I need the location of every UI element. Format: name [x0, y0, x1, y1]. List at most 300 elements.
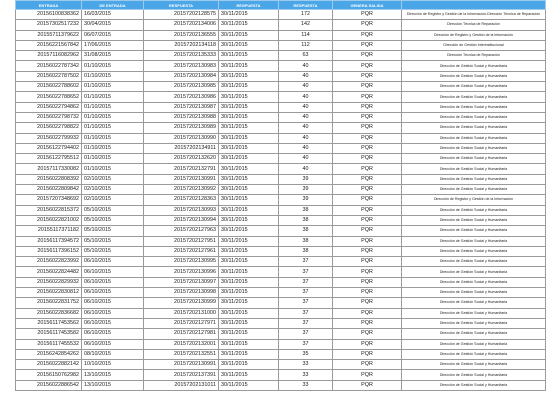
table-row: [16, 185, 546, 195]
table-row: [16, 267, 546, 277]
genera-salida-cell: PQR: [333, 215, 402, 225]
table-body: [16, 10, 546, 391]
fecha-respuesta-cell: 30/11/2015: [219, 185, 279, 195]
fecha-entrada-cell: 08/10/2015: [82, 349, 144, 359]
radicado-respuesta-cell: 20157202132551: [144, 349, 219, 359]
radicado-respuesta-cell: 20157202130988: [144, 112, 219, 122]
genera-salida-cell: PQR: [333, 71, 402, 81]
entrada-cell: 20156022798822: [16, 123, 82, 133]
radicado-respuesta-cell: 20157202132001: [144, 339, 219, 349]
fecha-entrada-cell: 06/10/2015: [82, 308, 144, 318]
dias-cell: 37: [279, 329, 333, 339]
radicado-respuesta-cell: 20157202130989: [144, 123, 219, 133]
fecha-entrada-cell: 06/10/2015: [82, 267, 144, 277]
genera-salida-cell: PQR: [333, 277, 402, 287]
genera-salida-cell: PQR: [333, 143, 402, 153]
dependencia-cell: Dirección de Gestión Social y Humanitaria: [402, 82, 546, 92]
fecha-respuesta-cell: 30/11/2015: [219, 226, 279, 236]
radicado-respuesta-cell: 20157202128363: [144, 195, 219, 205]
genera-salida-cell: PQR: [333, 102, 402, 112]
radicado-respuesta-cell: 20157202130991: [144, 360, 219, 370]
genera-salida-cell: PQR: [333, 195, 402, 205]
entrada-cell: 20155117371182: [16, 226, 82, 236]
dependencia-cell: Dirección de Gestión Social y Humanitaria: [402, 288, 546, 298]
table-row: [16, 10, 546, 20]
radicado-respuesta-cell: 20157202130987: [144, 102, 219, 112]
dias-cell: 142: [279, 20, 333, 30]
radicado-respuesta-cell: 20157202130984: [144, 71, 219, 81]
dias-cell: 37: [279, 298, 333, 308]
genera-salida-cell: PQR: [333, 318, 402, 328]
fecha-entrada-cell: 05/10/2015: [82, 246, 144, 256]
dias-cell: 37: [279, 318, 333, 328]
fecha-entrada-cell: 06/10/2015: [82, 277, 144, 287]
dependencia-cell: Dirección de Gestión Social y Humanitaria: [402, 164, 546, 174]
genera-salida-cell: PQR: [333, 257, 402, 267]
entrada-cell: 20156117394572: [16, 236, 82, 246]
fecha-respuesta-cell: 30/11/2015: [219, 92, 279, 102]
fecha-respuesta-cell: 30/11/2015: [219, 370, 279, 380]
fecha-entrada-cell: 02/10/2015: [82, 174, 144, 184]
entrada-cell: 20156022808392: [16, 174, 82, 184]
fecha-entrada-cell: 02/10/2015: [82, 195, 144, 205]
dependencia-cell: Dirección de Gestión Social y Humanitaria: [402, 143, 546, 153]
table-row: [16, 329, 546, 339]
dependencia-cell: Dirección de Gestión Social y Humanitaria: [402, 174, 546, 184]
genera-salida-cell: PQR: [333, 360, 402, 370]
fecha-entrada-cell: 01/10/2015: [82, 123, 144, 133]
genera-salida-cell: PQR: [333, 82, 402, 92]
fecha-entrada-cell: 01/10/2015: [82, 164, 144, 174]
genera-salida-cell: PQR: [333, 298, 402, 308]
dias-cell: 39: [279, 174, 333, 184]
table-row: [16, 298, 546, 308]
radicado-respuesta-cell: 20157202130993: [144, 205, 219, 215]
entrada-cell: 20156022831752: [16, 298, 82, 308]
genera-salida-cell: PQR: [333, 123, 402, 133]
fecha-respuesta-cell: 30/11/2015: [219, 61, 279, 71]
genera-salida-cell: PQR: [333, 92, 402, 102]
entrada-cell: 20156242854262: [16, 349, 82, 359]
entrada-cell: 20156022821002: [16, 215, 82, 225]
table-row: [16, 123, 546, 133]
table-row: [16, 246, 546, 256]
table-row: [16, 133, 546, 143]
table-row: [16, 236, 546, 246]
table-row: [16, 257, 546, 267]
radicado-respuesta-cell: 20157202130991: [144, 174, 219, 184]
radicado-respuesta-cell: 20157202131011: [144, 380, 219, 390]
table-row: [16, 288, 546, 298]
radicado-respuesta-cell: 20157202130983: [144, 61, 219, 71]
entrada-cell: 20157207348692: [16, 195, 82, 205]
entrada-cell: 20156022829932: [16, 277, 82, 287]
genera-salida-cell: PQR: [333, 40, 402, 50]
table-row: [16, 61, 546, 71]
dias-cell: 40: [279, 82, 333, 92]
fecha-respuesta-cell: 30/11/2015: [219, 246, 279, 256]
fecha-respuesta-cell: 30/11/2015: [219, 51, 279, 61]
header-entrada: ENTRADA: [16, 1, 82, 10]
genera-salida-cell: PQR: [333, 164, 402, 174]
dependencia-cell: Dirección de Gestión Social y Humanitaria: [402, 154, 546, 164]
dependencia-cell: Dirección de Gestión Social y Humanitaria: [402, 246, 546, 256]
fecha-entrada-cell: 01/10/2015: [82, 143, 144, 153]
radicado-respuesta-cell: 20157202127971: [144, 318, 219, 328]
dias-cell: 37: [279, 267, 333, 277]
entrada-cell: 20156022799932: [16, 133, 82, 143]
header-fecha-entrada: DE ENTRADA: [82, 1, 144, 10]
genera-salida-cell: PQR: [333, 112, 402, 122]
genera-salida-cell: PQR: [333, 267, 402, 277]
table-row: [16, 318, 546, 328]
fecha-entrada-cell: 06/10/2015: [82, 318, 144, 328]
table-row: [16, 370, 546, 380]
header-fecha-respuesta: RESPUESTA: [219, 1, 279, 10]
table-row: [16, 205, 546, 215]
genera-salida-cell: PQR: [333, 154, 402, 164]
dias-cell: 40: [279, 92, 333, 102]
table-row: [16, 215, 546, 225]
dias-cell: 37: [279, 339, 333, 349]
header-dias-respuesta: RESPUESTA: [279, 1, 333, 10]
fecha-respuesta-cell: 30/11/2015: [219, 288, 279, 298]
dias-cell: 37: [279, 308, 333, 318]
fecha-respuesta-cell: 30/11/2015: [219, 236, 279, 246]
entrada-cell: 20156150762982: [16, 370, 82, 380]
fecha-respuesta-cell: 30/11/2015: [219, 349, 279, 359]
radicado-respuesta-cell: 20157202130997: [144, 277, 219, 287]
entrada-cell: 20156117453582: [16, 329, 82, 339]
radicado-respuesta-cell: 20157202130994: [144, 215, 219, 225]
table-row: [16, 71, 546, 81]
fecha-respuesta-cell: 30/11/2015: [219, 195, 279, 205]
fecha-entrada-cell: 05/10/2015: [82, 226, 144, 236]
dependencia-cell: Dirección de Gestión Social y Humanitaria: [402, 71, 546, 81]
dependencia-cell: Dirección de Gestión Social y Humanitaria: [402, 257, 546, 267]
entrada-cell: 20156022787342: [16, 61, 82, 71]
entrada-cell: 20156221567842: [16, 40, 82, 50]
dependencia-cell: Dirección Técnica de Reparación: [402, 20, 546, 30]
fecha-respuesta-cell: 30/11/2015: [219, 102, 279, 112]
fecha-respuesta-cell: 30/11/2015: [219, 20, 279, 30]
fecha-entrada-cell: 01/10/2015: [82, 92, 144, 102]
fecha-entrada-cell: 06/10/2015: [82, 288, 144, 298]
genera-salida-cell: PQR: [333, 339, 402, 349]
radicado-respuesta-cell: 20157202134911: [144, 143, 219, 153]
fecha-entrada-cell: 13/10/2015: [82, 370, 144, 380]
radicado-respuesta-cell: 20157202137391: [144, 370, 219, 380]
fecha-entrada-cell: 01/10/2015: [82, 154, 144, 164]
genera-salida-cell: PQR: [333, 174, 402, 184]
fecha-respuesta-cell: 30/11/2015: [219, 30, 279, 40]
fecha-respuesta-cell: 30/11/2015: [219, 10, 279, 20]
entrada-cell: 20156122794402: [16, 143, 82, 153]
dias-cell: 37: [279, 288, 333, 298]
fecha-entrada-cell: 31/08/2015: [82, 51, 144, 61]
dias-cell: 112: [279, 40, 333, 50]
dependencia-cell: Dirección de Gestión Social y Humanitaria: [402, 339, 546, 349]
radicado-respuesta-cell: 20157202130990: [144, 133, 219, 143]
fecha-entrada-cell: 16/03/2015: [82, 10, 144, 20]
dias-cell: 40: [279, 61, 333, 71]
dias-cell: 40: [279, 154, 333, 164]
dias-cell: 39: [279, 195, 333, 205]
dependencia-cell: Dirección de Gestión Social y Humanitaria: [402, 215, 546, 225]
dependencia-cell: Dirección de Gestión Social y Humanitaria: [402, 318, 546, 328]
table-row: [16, 40, 546, 50]
fecha-respuesta-cell: 30/11/2015: [219, 257, 279, 267]
entrada-cell: 20156022886542: [16, 380, 82, 390]
dias-cell: 33: [279, 360, 333, 370]
genera-salida-cell: PQR: [333, 20, 402, 30]
fecha-respuesta-cell: 30/11/2015: [219, 380, 279, 390]
dependencia-cell: Dirección Técnica de Reparación: [402, 51, 546, 61]
dias-cell: 40: [279, 112, 333, 122]
fecha-respuesta-cell: 30/11/2015: [219, 133, 279, 143]
header-row: [16, 1, 546, 10]
dias-cell: 172: [279, 10, 333, 20]
dependencia-cell: Dirección de Gestión Social y Humanitaria: [402, 349, 546, 359]
entrada-cell: 20156117453562: [16, 318, 82, 328]
genera-salida-cell: PQR: [333, 205, 402, 215]
dias-cell: 63: [279, 51, 333, 61]
entrada-cell: 20156022794862: [16, 102, 82, 112]
table-row: [16, 174, 546, 184]
fecha-entrada-cell: 10/10/2015: [82, 360, 144, 370]
radicado-respuesta-cell: 20157202128575: [144, 10, 219, 20]
fecha-entrada-cell: 05/10/2015: [82, 215, 144, 225]
radicado-respuesta-cell: 20157202134006: [144, 20, 219, 30]
radicado-respuesta-cell: 20157202132620: [144, 154, 219, 164]
genera-salida-cell: PQR: [333, 246, 402, 256]
dias-cell: 37: [279, 257, 333, 267]
spreadsheet: [15, 0, 545, 391]
fecha-entrada-cell: 06/07/2015: [82, 30, 144, 40]
dependencia-cell: Dirección de Gestión Social y Humanitaria: [402, 298, 546, 308]
table-row: [16, 143, 546, 153]
dependencia-cell: Dirección de Gestión Social y Humanitaria: [402, 133, 546, 143]
genera-salida-cell: PQR: [333, 236, 402, 246]
radicado-respuesta-cell: 20157202135333: [144, 51, 219, 61]
fecha-respuesta-cell: 30/11/2015: [219, 143, 279, 153]
genera-salida-cell: PQR: [333, 370, 402, 380]
dependencia-cell: Dirección de Gestión Social y Humanitaria: [402, 360, 546, 370]
radicado-respuesta-cell: 20157202130995: [144, 257, 219, 267]
genera-salida-cell: PQR: [333, 133, 402, 143]
table-row: [16, 102, 546, 112]
table-row: [16, 349, 546, 359]
fecha-respuesta-cell: 30/11/2015: [219, 277, 279, 287]
entrada-cell: 20157116082962: [16, 51, 82, 61]
fecha-entrada-cell: 01/10/2015: [82, 71, 144, 81]
dias-cell: 114: [279, 30, 333, 40]
fecha-respuesta-cell: 30/11/2015: [219, 40, 279, 50]
table-row: [16, 226, 546, 236]
table-row: [16, 51, 546, 61]
header-dependencia: [402, 1, 546, 10]
fecha-respuesta-cell: 30/11/2015: [219, 308, 279, 318]
entrada-cell: 20156100838362: [16, 10, 82, 20]
genera-salida-cell: PQR: [333, 185, 402, 195]
fecha-entrada-cell: 30/04/2015: [82, 20, 144, 30]
fecha-entrada-cell: 13/10/2015: [82, 380, 144, 390]
fecha-entrada-cell: 06/10/2015: [82, 329, 144, 339]
fecha-respuesta-cell: 30/11/2015: [219, 164, 279, 174]
entrada-cell: 20156022798732: [16, 112, 82, 122]
dias-cell: 35: [279, 349, 333, 359]
dependencia-cell: Dirección de Gestión Social y Humanitaria: [402, 112, 546, 122]
dependencia-cell: Dirección de Gestión Social y Humanitaria: [402, 267, 546, 277]
radicado-respuesta-cell: 20157202127981: [144, 329, 219, 339]
pqr-table: [15, 0, 546, 391]
dependencia-cell: Dirección de Gestión Social y Humanitaria: [402, 226, 546, 236]
entrada-cell: 20156117396152: [16, 246, 82, 256]
entrada-cell: 20156022824482: [16, 267, 82, 277]
table-row: [16, 308, 546, 318]
dependencia-cell: Dirección de Gestión Social y Humanitaria: [402, 380, 546, 390]
entrada-cell: 20156122795512: [16, 154, 82, 164]
entrada-cell: 20156117455532: [16, 339, 82, 349]
dias-cell: 37: [279, 277, 333, 287]
fecha-entrada-cell: 01/10/2015: [82, 133, 144, 143]
fecha-respuesta-cell: 30/11/2015: [219, 82, 279, 92]
fecha-respuesta-cell: 30/11/2015: [219, 360, 279, 370]
radicado-respuesta-cell: 20157202130985: [144, 82, 219, 92]
entrada-cell: 20156022836682: [16, 308, 82, 318]
fecha-respuesta-cell: 30/11/2015: [219, 298, 279, 308]
dias-cell: 38: [279, 226, 333, 236]
radicado-respuesta-cell: 20157202127951: [144, 236, 219, 246]
dependencia-cell: Dirección de Gestión Social y Humanitaria: [402, 102, 546, 112]
genera-salida-cell: PQR: [333, 329, 402, 339]
fecha-entrada-cell: 01/10/2015: [82, 82, 144, 92]
fecha-respuesta-cell: 30/11/2015: [219, 154, 279, 164]
entrada-cell: 20157302517232: [16, 20, 82, 30]
radicado-respuesta-cell: 20157202130998: [144, 288, 219, 298]
dependencia-cell: Dirección de Gestión Social y Humanitaria: [402, 370, 546, 380]
table-row: [16, 339, 546, 349]
radicado-respuesta-cell: 20157202130999: [144, 298, 219, 308]
fecha-entrada-cell: 06/10/2015: [82, 339, 144, 349]
dias-cell: 40: [279, 133, 333, 143]
fecha-respuesta-cell: 30/11/2015: [219, 215, 279, 225]
dependencia-cell: Dirección de Gestión Social y Humanitaria: [402, 277, 546, 287]
fecha-entrada-cell: 05/10/2015: [82, 205, 144, 215]
dias-cell: 38: [279, 215, 333, 225]
dias-cell: 33: [279, 370, 333, 380]
fecha-respuesta-cell: 30/11/2015: [219, 329, 279, 339]
fecha-entrada-cell: 01/10/2015: [82, 102, 144, 112]
dias-cell: 40: [279, 164, 333, 174]
genera-salida-cell: PQR: [333, 10, 402, 20]
dependencia-cell: Dirección de Gestión Social y Humanitaria: [402, 185, 546, 195]
radicado-respuesta-cell: 20157202134118: [144, 40, 219, 50]
radicado-respuesta-cell: 20157202131000: [144, 308, 219, 318]
table-row: [16, 380, 546, 390]
dias-cell: 38: [279, 205, 333, 215]
header-genera-salida: GENERA SALIDA: [333, 1, 402, 10]
dependencia-cell: Dirección de Registro y Gestión de la Información-Dirección Técnica de Reparación: [402, 10, 546, 20]
genera-salida-cell: PQR: [333, 288, 402, 298]
dependencia-cell: Dirección de Gestión Social y Humanitaria: [402, 205, 546, 215]
fecha-respuesta-cell: 30/11/2015: [219, 339, 279, 349]
dependencia-cell: Dirección de Gestión Social y Humanitaria: [402, 236, 546, 246]
fecha-entrada-cell: 06/10/2015: [82, 257, 144, 267]
fecha-respuesta-cell: 30/11/2015: [219, 267, 279, 277]
dias-cell: 33: [279, 380, 333, 390]
fecha-entrada-cell: 17/06/2015: [82, 40, 144, 50]
table-row: [16, 164, 546, 174]
dias-cell: 38: [279, 246, 333, 256]
dias-cell: 40: [279, 71, 333, 81]
entrada-cell: 20156022815372: [16, 205, 82, 215]
fecha-respuesta-cell: 30/11/2015: [219, 174, 279, 184]
table-row: [16, 195, 546, 205]
radicado-respuesta-cell: 20157202130986: [144, 92, 219, 102]
table-row: [16, 20, 546, 30]
fecha-entrada-cell: 06/10/2015: [82, 298, 144, 308]
entrada-cell: 20156022787502: [16, 71, 82, 81]
fecha-respuesta-cell: 30/11/2015: [219, 112, 279, 122]
header-radicado-respuesta: RESPUESTA: [144, 1, 219, 10]
fecha-entrada-cell: 05/10/2015: [82, 236, 144, 246]
dependencia-cell: Dirección de Gestión Social y Humanitaria: [402, 61, 546, 71]
fecha-respuesta-cell: 30/11/2015: [219, 205, 279, 215]
dependencia-cell: Dirección de Registro y Gestión de la Información: [402, 195, 546, 205]
dias-cell: 40: [279, 143, 333, 153]
radicado-respuesta-cell: 20157202130996: [144, 267, 219, 277]
fecha-respuesta-cell: 30/11/2015: [219, 123, 279, 133]
genera-salida-cell: PQR: [333, 30, 402, 40]
entrada-cell: 20157117330082: [16, 164, 82, 174]
dias-cell: 40: [279, 123, 333, 133]
fecha-respuesta-cell: 30/11/2015: [219, 71, 279, 81]
dependencia-cell: Dirección de Gestión Social y Humanitaria: [402, 123, 546, 133]
genera-salida-cell: PQR: [333, 51, 402, 61]
dias-cell: 39: [279, 185, 333, 195]
dependencia-cell: Dirección de Registro y Gestión de la información: [402, 30, 546, 40]
entrada-cell: 20156022830812: [16, 288, 82, 298]
genera-salida-cell: PQR: [333, 380, 402, 390]
fecha-entrada-cell: 02/10/2015: [82, 185, 144, 195]
dependencia-cell: Dirección de Gestión Interinstitucional: [402, 40, 546, 50]
radicado-respuesta-cell: 20157202130992: [144, 185, 219, 195]
dependencia-cell: Dirección de Gestión Social y Humanitaria: [402, 92, 546, 102]
entrada-cell: 20155711379622: [16, 30, 82, 40]
table-row: [16, 30, 546, 40]
fecha-respuesta-cell: 30/11/2015: [219, 318, 279, 328]
genera-salida-cell: PQR: [333, 61, 402, 71]
genera-salida-cell: PQR: [333, 226, 402, 236]
radicado-respuesta-cell: 20157202136555: [144, 30, 219, 40]
table-row: [16, 154, 546, 164]
radicado-respuesta-cell: 20157202127963: [144, 226, 219, 236]
fecha-entrada-cell: 01/10/2015: [82, 112, 144, 122]
radicado-respuesta-cell: 20157202127961: [144, 246, 219, 256]
table-row: [16, 360, 546, 370]
entrada-cell: 20156022823992: [16, 257, 82, 267]
table-row: [16, 112, 546, 122]
entrada-cell: 20156022882142: [16, 360, 82, 370]
radicado-respuesta-cell: 20157202132791: [144, 164, 219, 174]
dependencia-cell: Dirección de Gestión Social y Humanitaria: [402, 308, 546, 318]
table-row: [16, 92, 546, 102]
dependencia-cell: Dirección de Gestión Social y Humanitaria: [402, 329, 546, 339]
genera-salida-cell: PQR: [333, 349, 402, 359]
table-row: [16, 82, 546, 92]
table-row: [16, 277, 546, 287]
